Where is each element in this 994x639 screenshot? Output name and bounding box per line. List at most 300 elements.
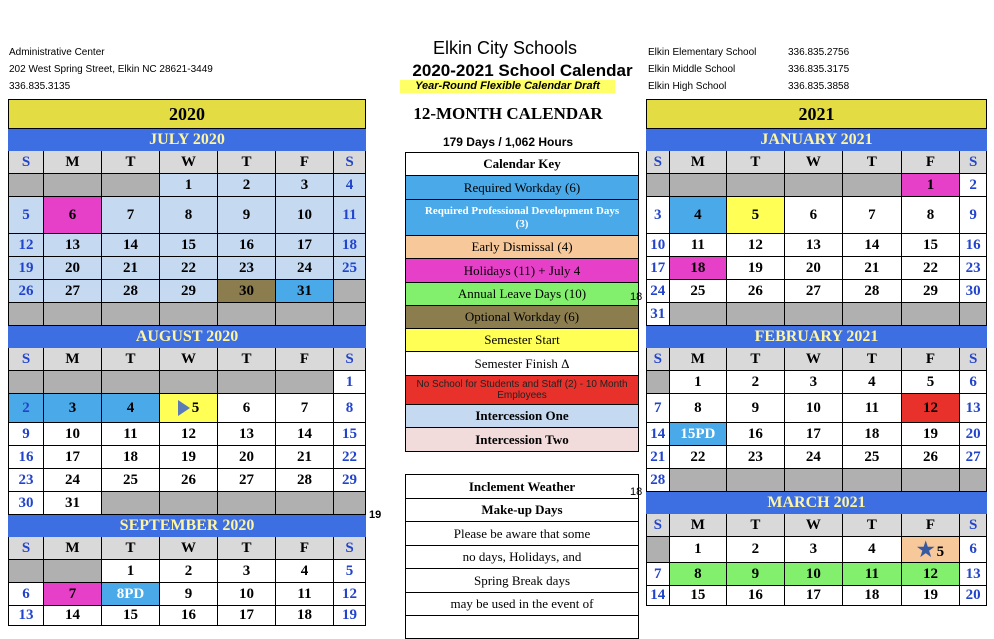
weekday-label: M	[44, 348, 102, 371]
day-cell	[276, 394, 334, 423]
weekday-label: M	[669, 514, 727, 537]
day-number: 3	[654, 206, 662, 223]
day-number: 21	[123, 259, 138, 276]
weekday-label: T	[843, 151, 902, 174]
week-row	[647, 586, 987, 606]
day-cell	[669, 234, 727, 257]
september-weeks	[9, 537, 366, 626]
day-number: 22	[342, 448, 358, 465]
day-number: 21	[297, 448, 312, 465]
day-number: 17	[650, 259, 666, 276]
draft-label: Year-Round Flexible Calendar Draft	[400, 80, 615, 93]
day-cell	[960, 469, 987, 492]
day-number: 31	[650, 305, 666, 322]
day-cell	[9, 606, 44, 626]
day-cell	[276, 446, 334, 469]
day-number: 1	[345, 373, 354, 390]
day-number: 17	[65, 448, 80, 465]
day-cell	[44, 560, 102, 583]
day-number: 27	[65, 282, 80, 299]
day-cell	[218, 394, 276, 423]
day-cell	[647, 446, 670, 469]
day-cell	[669, 469, 727, 492]
weekday-label: S	[334, 348, 366, 371]
day-cell	[102, 197, 160, 234]
day-number: 30	[239, 282, 254, 299]
day-number: 20	[239, 448, 254, 465]
day-number: 28	[123, 282, 138, 299]
day-number: 7	[126, 206, 135, 223]
day-number: 25	[342, 259, 358, 276]
key-optional-workday: Optional Workday (6)	[406, 306, 639, 329]
day-number: 13	[965, 399, 981, 416]
day-cell	[276, 606, 334, 626]
day-cell	[960, 234, 987, 257]
day-number: 8	[694, 399, 702, 416]
day-cell	[727, 586, 785, 606]
day-cell	[9, 492, 44, 515]
week-row	[9, 257, 366, 280]
day-cell	[727, 174, 785, 197]
day-number: 1	[126, 562, 135, 579]
week-row	[9, 423, 366, 446]
day-cell	[647, 303, 670, 326]
day-cell	[843, 257, 902, 280]
day-cell	[44, 446, 102, 469]
day-number: 20	[965, 587, 981, 603]
month-january-2021: JANUARY 2021	[647, 129, 987, 151]
day-cell	[784, 303, 843, 326]
day-cell	[276, 560, 334, 583]
day-number: 2	[751, 541, 760, 557]
day-cell	[784, 280, 843, 303]
week-row	[9, 197, 366, 234]
key-early-dismissal: Early Dismissal (4)	[406, 236, 639, 259]
day-cell	[784, 586, 843, 606]
key-gap	[406, 452, 639, 475]
day-number: 17	[239, 607, 254, 623]
day-number: 18	[864, 425, 880, 442]
day-number: 20	[805, 259, 821, 276]
day-cell	[160, 492, 218, 515]
day-cell	[647, 563, 670, 586]
day-number: 10	[650, 236, 666, 253]
day-number: 8PD	[116, 585, 145, 602]
day-cell	[727, 197, 785, 234]
day-number: 13	[805, 236, 821, 253]
weekday-label: T	[843, 348, 902, 371]
day-number: 5	[926, 373, 935, 390]
key-intercession-one: Intercession One	[406, 405, 639, 428]
day-number: 23	[239, 259, 254, 276]
day-cell	[334, 469, 366, 492]
day-cell	[102, 234, 160, 257]
day-cell	[44, 197, 102, 234]
weekday-label: W	[784, 348, 843, 371]
week-row	[9, 394, 366, 423]
key-no-school: No School for Students and Staff (2) - 10 Month Employees	[406, 376, 639, 405]
march-weeks	[647, 514, 987, 606]
day-cell	[218, 606, 276, 626]
day-cell	[647, 394, 670, 423]
day-cell	[843, 174, 902, 197]
day-number: 12	[18, 236, 34, 253]
weekday-label: W	[160, 151, 218, 174]
day-cell	[843, 586, 902, 606]
day-number: 27	[805, 282, 821, 299]
key-required-workday: Required Workday (6)	[406, 176, 639, 200]
day-cell	[102, 492, 160, 515]
day-number: 3	[809, 541, 818, 557]
day-number: 19	[922, 425, 938, 442]
day-number: 24	[650, 282, 666, 299]
week-row	[647, 469, 987, 492]
day-number: 11	[297, 585, 312, 602]
day-number: 9	[242, 206, 251, 223]
weekday-header-row	[647, 348, 987, 371]
day-cell	[727, 280, 785, 303]
weekday-label: S	[334, 537, 366, 560]
calendar-key	[405, 152, 639, 639]
weekday-label: S	[960, 151, 987, 174]
day-cell	[647, 537, 670, 563]
day-cell	[727, 394, 785, 423]
day-cell	[44, 423, 102, 446]
day-cell	[102, 446, 160, 469]
days-hours-summary: 179 Days / 1,062 Hours	[442, 135, 574, 149]
day-cell	[901, 394, 960, 423]
day-cell	[843, 423, 902, 446]
day-cell	[218, 492, 276, 515]
day-number: 10	[239, 585, 254, 602]
day-number: 1	[926, 176, 935, 193]
day-cell	[901, 280, 960, 303]
day-number: 23	[747, 448, 763, 465]
day-cell	[334, 394, 366, 423]
aug-day-count: 19	[369, 509, 382, 521]
day-cell	[102, 257, 160, 280]
day-number: 7	[300, 399, 309, 416]
month-september-2020: SEPTEMBER 2020	[9, 515, 366, 537]
day-cell	[669, 197, 727, 234]
day-number: 4	[300, 562, 309, 579]
day-number: 25	[690, 282, 706, 299]
day-cell	[9, 423, 44, 446]
day-number: 11	[864, 565, 880, 582]
day-cell	[843, 234, 902, 257]
day-cell	[102, 423, 160, 446]
day-number: 10	[65, 425, 80, 442]
day-cell	[44, 174, 102, 197]
day-number: 12	[747, 236, 763, 253]
day-number: 11	[123, 425, 138, 442]
day-number: 26	[922, 448, 938, 465]
day-cell	[960, 563, 987, 586]
day-number: 24	[297, 259, 312, 276]
day-cell	[901, 469, 960, 492]
day-number: 15	[690, 587, 706, 603]
day-number: 7	[68, 585, 77, 602]
day-cell	[160, 606, 218, 626]
day-number: 14	[123, 236, 138, 253]
day-number: 5	[345, 562, 354, 579]
day-cell	[669, 446, 727, 469]
day-number: 9	[969, 206, 977, 223]
day-number: 16	[18, 448, 34, 465]
day-cell	[843, 563, 902, 586]
day-cell	[218, 280, 276, 303]
day-cell	[334, 606, 366, 626]
day-number: 15	[123, 607, 138, 623]
day-cell	[960, 303, 987, 326]
day-number: 13	[18, 607, 34, 623]
day-cell	[218, 257, 276, 280]
admin-line-3: 336.835.3135	[9, 81, 71, 92]
calendar-title: 2020-2021 School Calendar	[412, 61, 633, 80]
day-cell	[727, 446, 785, 469]
day-number: 18	[123, 448, 138, 465]
day-cell	[44, 234, 102, 257]
day-cell	[276, 469, 334, 492]
day-cell	[727, 371, 785, 394]
day-number: 8	[694, 565, 702, 582]
day-cell	[334, 174, 366, 197]
day-cell	[218, 174, 276, 197]
day-cell	[843, 394, 902, 423]
day-cell	[960, 280, 987, 303]
day-number: 18	[342, 236, 358, 253]
day-number: 28	[650, 471, 666, 488]
day-cell	[647, 257, 670, 280]
day-number: 31	[65, 494, 80, 511]
day-number: 8	[184, 206, 193, 223]
day-cell	[901, 371, 960, 394]
day-cell	[160, 469, 218, 492]
day-cell	[647, 280, 670, 303]
day-number: 14	[864, 236, 880, 253]
day-number: 16	[747, 587, 763, 603]
day-cell	[784, 469, 843, 492]
day-number: 2	[242, 176, 251, 193]
february-weeks	[647, 348, 987, 492]
day-cell	[784, 563, 843, 586]
day-number: 19	[342, 607, 358, 623]
day-cell	[9, 303, 44, 326]
day-cell	[102, 560, 160, 583]
day-cell	[160, 560, 218, 583]
day-number: 6	[969, 541, 977, 557]
day-cell	[901, 446, 960, 469]
august-weeks	[9, 348, 366, 515]
january-weeks	[647, 151, 987, 326]
school-phone: 336.835.3858	[788, 81, 850, 92]
weekday-label: S	[9, 151, 44, 174]
week-row	[647, 537, 987, 563]
year-2021: 2021	[647, 100, 987, 129]
day-number: 4	[694, 206, 702, 223]
day-cell	[843, 197, 902, 234]
day-cell	[160, 234, 218, 257]
day-number: 14	[650, 587, 666, 603]
day-number: 1	[694, 541, 702, 557]
day-number: 16	[965, 236, 981, 253]
weekday-label: W	[784, 514, 843, 537]
day-number: 3	[300, 176, 309, 193]
day-cell	[669, 394, 727, 423]
day-cell	[727, 563, 785, 586]
day-number: 18	[297, 607, 312, 623]
day-number: 2	[22, 399, 30, 416]
day-cell	[647, 197, 670, 234]
day-cell	[276, 257, 334, 280]
note-line-4: may be used in the event of	[406, 593, 639, 616]
day-cell	[276, 234, 334, 257]
day-cell	[784, 174, 843, 197]
day-cell	[647, 234, 670, 257]
week-row	[9, 583, 366, 606]
day-cell	[647, 371, 670, 394]
day-cell	[9, 234, 44, 257]
day-cell	[647, 469, 670, 492]
day-cell	[960, 257, 987, 280]
day-number: 18	[690, 259, 706, 276]
weekday-label: T	[102, 537, 160, 560]
day-cell	[334, 423, 366, 446]
weekday-label: F	[901, 514, 960, 537]
day-cell	[102, 371, 160, 394]
day-cell	[784, 446, 843, 469]
weekday-label: M	[44, 537, 102, 560]
day-number: 6	[68, 206, 77, 223]
jan-day-count: 18	[630, 291, 643, 303]
day-cell	[218, 371, 276, 394]
day-cell	[901, 197, 960, 234]
month-march-2021: MARCH 2021	[647, 492, 987, 514]
day-cell	[9, 446, 44, 469]
calendar-2021	[646, 99, 987, 606]
day-cell	[276, 197, 334, 234]
day-number: 30	[965, 282, 981, 299]
week-row	[647, 371, 987, 394]
day-cell	[276, 492, 334, 515]
week-row	[9, 234, 366, 257]
week-row	[647, 563, 987, 586]
month-july-2020: JULY 2020	[9, 129, 366, 151]
day-number: 5	[22, 206, 30, 223]
makeup-days-title: Make-up Days	[406, 499, 639, 522]
day-number: 23	[965, 259, 981, 276]
day-cell	[160, 197, 218, 234]
day-cell	[44, 280, 102, 303]
day-cell	[9, 174, 44, 197]
day-cell	[727, 423, 785, 446]
weekday-label: F	[276, 151, 334, 174]
day-cell	[727, 257, 785, 280]
day-cell	[901, 174, 960, 197]
weekday-label: M	[669, 348, 727, 371]
day-cell	[160, 257, 218, 280]
day-cell	[9, 280, 44, 303]
key-intercession-two: Intercession Two	[406, 428, 639, 452]
day-cell	[960, 371, 987, 394]
day-number: 8	[926, 206, 935, 223]
day-number: 28	[864, 282, 880, 299]
week-row	[9, 492, 366, 515]
day-number: 29	[922, 282, 938, 299]
day-cell	[669, 280, 727, 303]
day-cell	[727, 303, 785, 326]
inclement-weather-title: Inclement Weather	[406, 475, 639, 499]
week-row	[647, 197, 987, 234]
day-number: 12	[181, 425, 196, 442]
day-cell	[160, 423, 218, 446]
weekday-label: T	[727, 514, 785, 537]
week-row	[647, 174, 987, 197]
day-cell	[901, 257, 960, 280]
day-number: 12	[922, 565, 938, 582]
day-cell	[9, 197, 44, 234]
school-list	[648, 44, 849, 95]
day-number: 28	[297, 471, 312, 488]
weekday-label: T	[102, 151, 160, 174]
day-cell	[160, 174, 218, 197]
day-cell	[669, 371, 727, 394]
admin-center-info	[9, 44, 213, 95]
day-cell	[647, 586, 670, 606]
weekday-header-row	[9, 537, 366, 560]
weekday-label: S	[9, 537, 44, 560]
day-number: 3	[68, 399, 77, 416]
day-number: 4	[868, 373, 876, 390]
day-cell	[218, 197, 276, 234]
day-number: 5	[191, 399, 200, 416]
day-cell	[647, 174, 670, 197]
day-number: 27	[239, 471, 254, 488]
day-number: 10	[805, 399, 821, 416]
day-cell	[44, 257, 102, 280]
day-cell	[9, 371, 44, 394]
day-number: 23	[18, 471, 34, 488]
day-cell	[160, 446, 218, 469]
day-number: 29	[342, 471, 358, 488]
day-cell	[784, 257, 843, 280]
day-cell	[160, 394, 218, 423]
day-number: 25	[123, 471, 138, 488]
day-cell	[44, 492, 102, 515]
day-number: 31	[297, 282, 312, 299]
day-cell	[784, 537, 843, 563]
day-cell	[334, 446, 366, 469]
day-number: 17	[805, 425, 821, 442]
day-cell	[669, 563, 727, 586]
weekday-label: S	[334, 151, 366, 174]
weekday-label: M	[669, 151, 727, 174]
day-number: 18	[864, 587, 880, 603]
year-2020: 2020	[9, 100, 366, 129]
day-number: 26	[18, 282, 34, 299]
day-cell	[334, 234, 366, 257]
day-number: 9	[22, 425, 30, 442]
week-row	[647, 423, 987, 446]
school-name: Elkin High School	[648, 81, 727, 92]
week-row	[647, 394, 987, 423]
day-number: 6	[969, 373, 977, 390]
day-number: 3	[242, 562, 251, 579]
note-line-2: no days, Holidays, and	[406, 546, 639, 569]
calendar-2020	[8, 99, 366, 626]
day-number: 14	[297, 425, 312, 442]
day-number: 16	[747, 425, 763, 442]
